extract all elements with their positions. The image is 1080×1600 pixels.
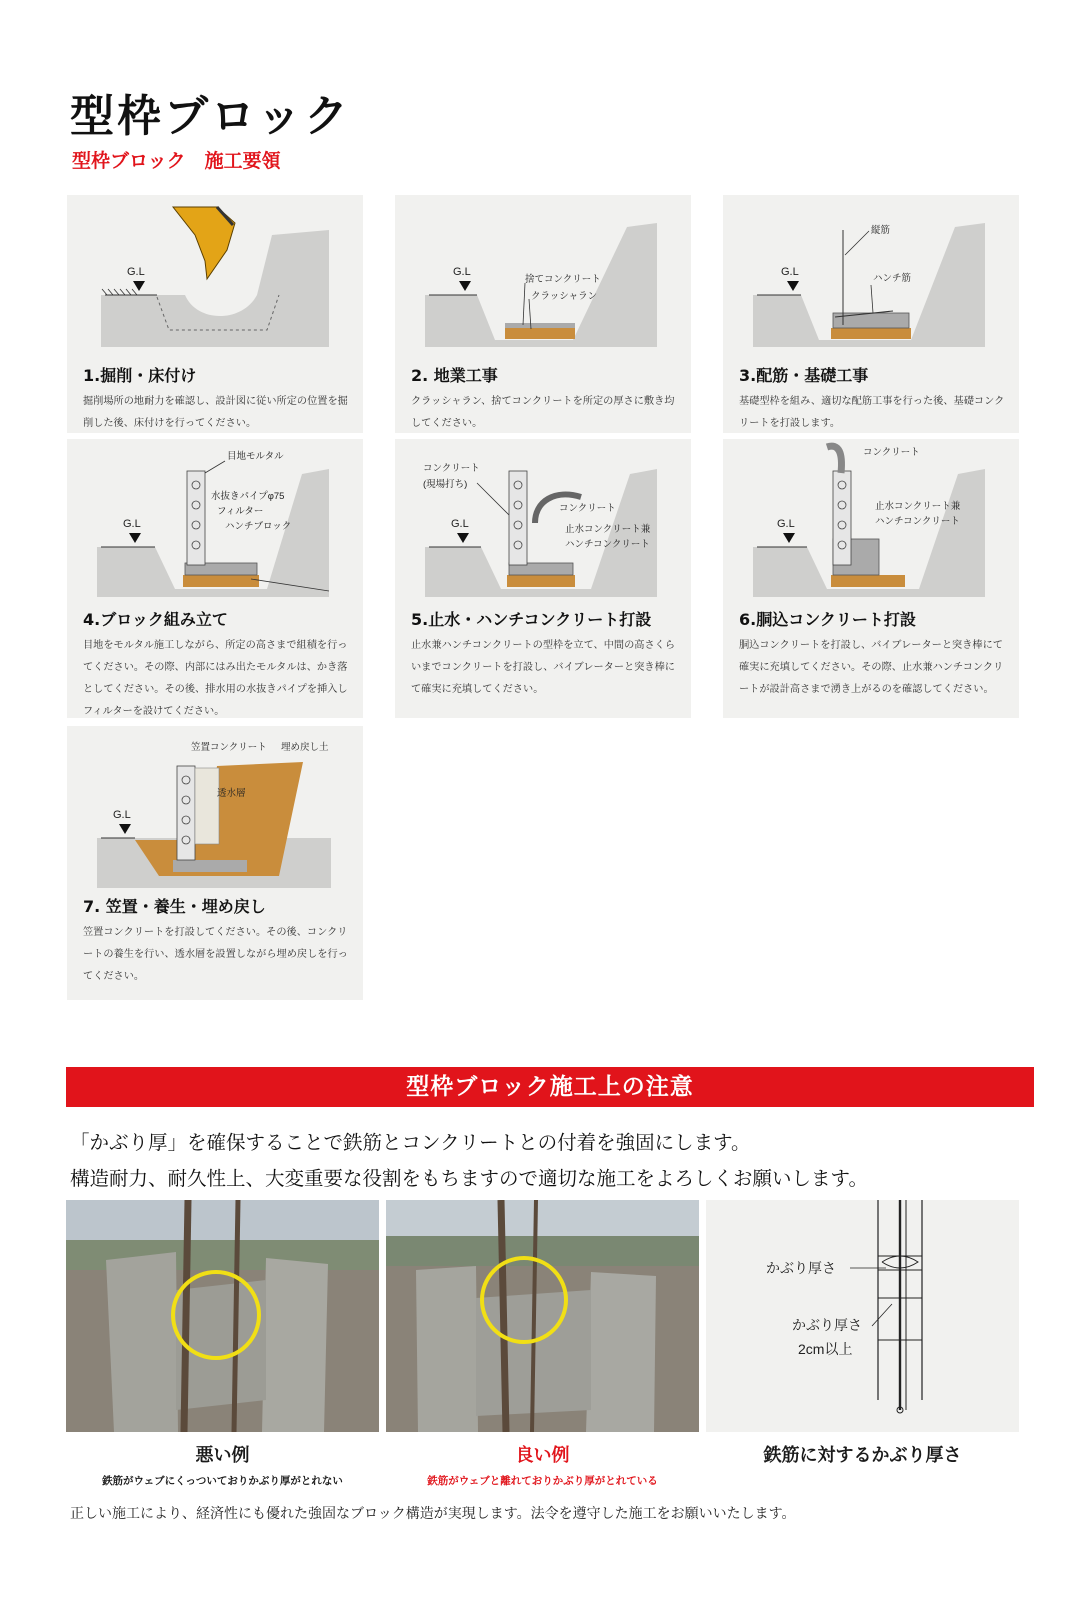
svg-text:コンクリート: コンクリート [423,463,480,474]
excavator-bucket-icon [173,207,235,279]
step-2-diagram [395,195,691,363]
step-card-2 [395,195,691,433]
svg-text:笠置コンクリート: 笠置コンクリート [191,742,267,753]
step-desc: 笠置コンクリートを打設してください。その後、コンクリートの養生を行い、透水層を設置しながら埋め戻しを行ってください。 [83,927,348,982]
svg-text:ハンチコンクリート: ハンチコンクリート [875,516,960,527]
good-example-photo [386,1200,699,1432]
bad-example-note: 鉄筋がウェブにくっついておりかぶり厚がとれない [102,1475,343,1487]
svg-text:コンクリート: コンクリート [559,503,616,514]
step-desc: 胴込コンクリートを打設し、バイブレーターと突き棒にて確実に充填してください。その際、止水兼ハンチコンクリートが設計高さまで湧き上がるのを確認してください。 [739,640,1004,695]
step-desc: 止水兼ハンチコンクリートの型枠を立て、中間の高さくらいまでコンクリートを打設し、バイブレーターと突き棒にて確実に充填してください。 [411,640,676,695]
gl-marker [133,281,145,291]
svg-text:G.L: G.L [781,266,799,278]
svg-text:G.L: G.L [777,518,795,530]
step-5-diagram [395,439,691,607]
svg-text:(現場打ち): (現場打ち) [423,479,468,490]
step-card-1 [67,195,363,433]
svg-text:ハンチコンクリート: ハンチコンクリート [565,539,650,550]
svg-text:クラッシャラン: クラッシャラン [531,291,598,302]
svg-text:かぶり厚さ: かぶり厚さ [792,1317,862,1333]
good-example-title: 良い例 [515,1445,570,1466]
step-title: 7. 笠置・養生・埋め戻し [83,897,266,916]
notice-banner: 型枠ブロック施工上の注意 [66,1067,1034,1107]
step-3-diagram [723,195,1019,363]
step-title: 4.ブロック組み立て [83,610,228,629]
bad-example-photo [66,1200,379,1432]
step-title: 3.配筋・基礎工事 [739,366,869,385]
svg-text:G.L: G.L [453,266,471,278]
svg-text:G.L: G.L [123,518,141,530]
svg-text:かぶり厚さ: かぶり厚さ [766,1260,836,1276]
step-card-4 [67,439,363,718]
svg-text:目地モルタル: 目地モルタル [227,451,284,462]
step-7-diagram [67,726,363,894]
svg-text:ハンチブロック: ハンチブロック [225,521,292,532]
svg-text:G.L: G.L [113,809,131,821]
step-title: 6.胴込コンクリート打設 [739,610,916,629]
step-card-5 [395,439,691,718]
cover-thickness-diagram [706,1200,1019,1432]
good-example-note: 鉄筋がウェブと離れておりかぶり厚がとれている [427,1475,658,1487]
bad-example-title: 悪い例 [195,1445,250,1466]
step-card-7 [67,726,363,1000]
step-title: 2. 地業工事 [411,366,498,385]
svg-text:縦筋: 縦筋 [871,225,891,236]
svg-text:2cm以上: 2cm以上 [798,1341,853,1357]
page-subtitle: 型枠ブロック 施工要領 [72,150,281,172]
step-card-6 [723,439,1019,718]
notice-line-2: 構造耐力、耐久性上、大変重要な役割をもちますので適切な施工をよろしくお願いします。 [70,1167,868,1190]
svg-text:フィルター: フィルター [217,506,264,517]
step-desc: クラッシャラン、捨てコンクリートを所定の厚さに敷き均してください。 [411,396,675,429]
step-6-diagram [723,439,1019,607]
svg-text:捨てコンクリート: 捨てコンクリート [525,274,601,285]
step-title: 1.掘削・床付け [83,366,197,385]
svg-text:G.L: G.L [451,518,469,530]
svg-text:透水層: 透水層 [217,788,246,799]
notice-line-1: 「かぶり厚」を確保することで鉄筋とコンクリートとの付着を強固にします。 [70,1131,751,1154]
cover-diagram-title: 鉄筋に対するかぶり厚さ [763,1445,962,1466]
svg-text:コンクリート: コンクリート [863,447,920,458]
svg-text:ハンチ筋: ハンチ筋 [873,273,912,284]
svg-text:埋め戻し土: 埋め戻し土 [281,742,329,753]
step-card-3 [723,195,1019,433]
step-desc: 基礎型枠を組み、適切な配筋工事を行った後、基礎コンクリートを打設します。 [739,396,1005,429]
page-title: 型枠ブロック [70,91,352,142]
step-desc: 目地をモルタル施工しながら、所定の高さまで組積を行ってください。その際、内部にはみ出たモルタルは、かき落としてください。その後、排水用の水抜きパイプを挿入しフィルターを設けてください。 [83,640,348,717]
step-desc: 掘削場所の地耐力を確認し、設計図に従い所定の位置を掘削した後、床付けを行ってください。 [83,396,348,429]
svg-text:止水コンクリート兼: 止水コンクリート兼 [565,524,651,535]
svg-text:水抜きパイプφ75: 水抜きパイプφ75 [211,491,285,502]
svg-text:止水コンクリート兼: 止水コンクリート兼 [875,501,961,512]
step-4-diagram [67,439,363,607]
gl-label: G.L [127,266,145,278]
step-title: 5.止水・ハンチコンクリート打設 [411,610,652,629]
footer-note: 正しい施工により、経済性にも優れた強固なブロック構造が実現します。法令を遵守した施工をお願いいたします。 [70,1506,796,1522]
step-1-diagram [67,195,363,363]
